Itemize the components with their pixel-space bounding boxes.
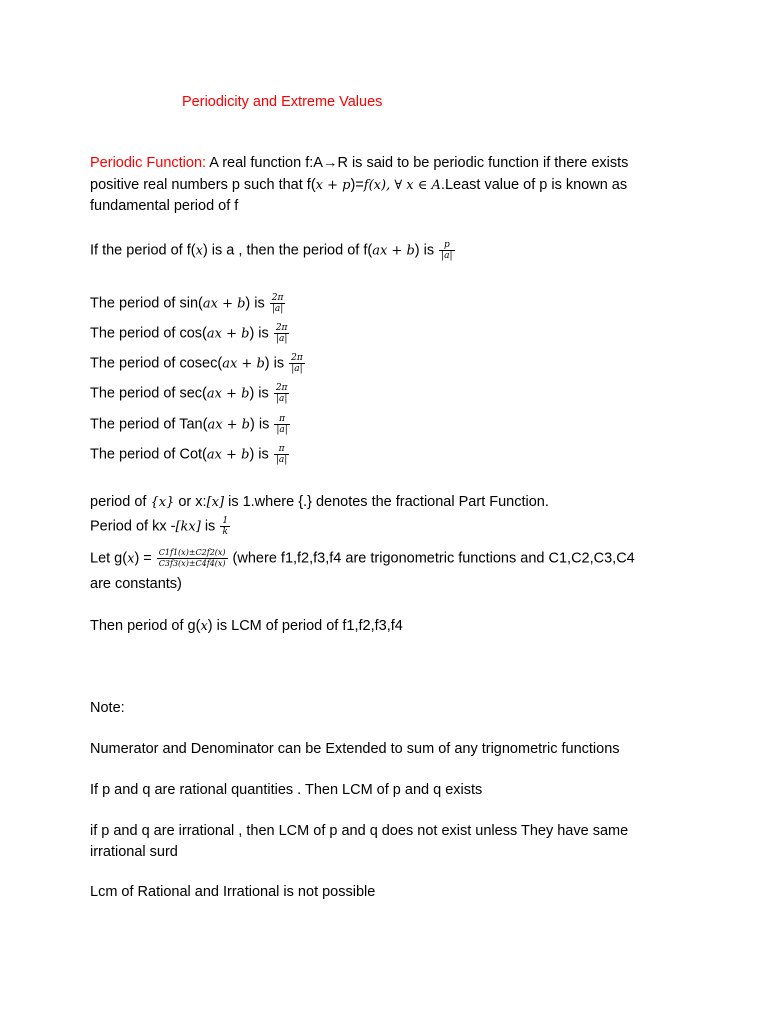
math-expression: ax + b (206, 447, 250, 463)
math-expression: ax + b (206, 326, 250, 342)
text-segment: ) is LCM of period of f1,f2,f3,f4 (207, 618, 403, 634)
function-name: cos( (179, 325, 207, 342)
note-1: Numerator and Denominator can be Extended to sum of any trignometric functions (90, 741, 620, 757)
fraction-denominator: |a| (441, 251, 453, 261)
periodic-definition-line-1 (90, 153, 628, 173)
fraction-numerator: C1f1(x)±C2f2(x) (158, 548, 226, 557)
fraction-numerator: 2π (271, 293, 284, 303)
fraction-denominator: |a| (275, 394, 288, 404)
text-segment: ) is (249, 446, 273, 463)
trig-period-row-cos (90, 323, 290, 344)
math-expression: x (195, 243, 203, 259)
fraction (274, 383, 290, 404)
math-expression: x (200, 619, 208, 634)
text-segment: The period of (90, 325, 180, 342)
fraction-denominator: k (222, 527, 228, 537)
fraction (270, 293, 286, 314)
function-name: sin( (179, 295, 203, 312)
note-heading: Note: (90, 700, 125, 716)
text-segment: ) is (250, 416, 274, 433)
fraction-denominator: |a| (275, 334, 288, 344)
math-expression: [x] (206, 495, 225, 510)
fraction-denominator: |a| (291, 364, 303, 374)
text-segment: .Least value of p is known as (440, 177, 628, 193)
trig-period-row-tan (90, 414, 291, 435)
fraction-numerator: 2π (275, 323, 288, 333)
function-name: Tan( (179, 416, 208, 433)
trig-period-row-cosec (90, 353, 306, 374)
function-name: cosec( (179, 355, 223, 372)
text-segment: The period of (90, 295, 180, 312)
fraction-numerator: p (439, 240, 454, 251)
text-segment: ) is (414, 242, 439, 259)
text-segment: ) is (245, 295, 269, 312)
math-expression: {x} (150, 495, 175, 510)
text-segment: ) = (134, 550, 156, 567)
text-segment: The period of (90, 385, 180, 402)
trig-period-row-sec (90, 383, 290, 404)
periodic-function-term: Periodic Function: (90, 155, 207, 171)
math-expression: ax + b (207, 417, 250, 433)
math-expression: ax + b (202, 296, 246, 312)
math-expression: ax + b (206, 386, 250, 402)
math-expression: x (127, 551, 135, 567)
note-3-line-1: if p and q are irrational , then LCM of p and q does not exist unless They have same (90, 823, 629, 839)
math-expression: [kx] (175, 519, 201, 535)
function-name: sec( (179, 385, 207, 402)
fraction-numerator: 1 (222, 516, 229, 526)
text-segment: Let g( (90, 550, 128, 567)
text-segment: ) is (249, 385, 273, 402)
trig-period-row-cot (90, 444, 290, 465)
text-segment: The period of (90, 416, 180, 433)
text-segment: or x: (174, 494, 207, 510)
text-segment: )= (350, 177, 364, 193)
text-segment: Period of (90, 518, 153, 535)
fraction-numerator: π (274, 414, 289, 425)
fraction (289, 353, 305, 374)
text-segment: ) is (249, 325, 273, 342)
fractional-part-period-line (90, 492, 549, 513)
fraction-numerator: 2π (291, 353, 303, 363)
fraction (157, 548, 228, 569)
g-definition-line-2: are constants) (90, 576, 182, 592)
fraction-numerator: 2π (275, 383, 288, 393)
kx-period-line (90, 516, 231, 537)
fraction (274, 323, 290, 344)
function-name: Cot( (179, 446, 207, 463)
math-expression: ax + b (372, 243, 415, 259)
periodic-definition-line-2 (90, 175, 627, 196)
text-segment: (where f1,f2,f3,f4 are trigonometric functions and C1,C2,C3,C4 (228, 550, 635, 567)
text-segment: ) is a , then the period of f( (202, 242, 373, 259)
note-3-line-2: irrational surd (90, 844, 178, 860)
periodic-definition-text-1: A real function f:A→R is said to be periodic function if there exists (206, 155, 629, 171)
note-2: If p and q are rational quantities . Then LCM of p and q exists (90, 782, 483, 798)
fraction (439, 240, 454, 261)
fraction (274, 444, 289, 465)
text-segment: kx (152, 518, 167, 535)
page-title: Periodicity and Extreme Values (182, 94, 383, 110)
text-segment: ) is (264, 355, 289, 372)
text-segment: positive real numbers p such that f( (90, 177, 316, 193)
g-definition-line-1 (90, 548, 635, 569)
text-segment: is 1.where {.} denotes the fractional Part Function. (224, 494, 549, 510)
lcm-period-line (90, 616, 403, 637)
fraction (274, 414, 289, 435)
math-expression: f(x), ∀ x ∈ A (363, 178, 441, 193)
text-segment: is (200, 518, 220, 535)
text-segment: If the period of f( (90, 242, 196, 259)
text-segment: Then period of g( (90, 618, 201, 634)
fraction-denominator: |a| (275, 455, 288, 465)
math-expression: ax + b (222, 356, 265, 372)
fraction-denominator: |a| (276, 425, 288, 435)
fraction (220, 516, 230, 537)
note-4: Lcm of Rational and Irrational is not possible (90, 884, 376, 900)
fraction-denominator: C3f3(x)±C4f4(x) (158, 559, 226, 568)
text-segment: The period of (90, 446, 180, 463)
fraction-numerator: π (274, 444, 289, 455)
periodic-definition-line-3: fundamental period of f (90, 198, 239, 214)
math-expression: x + p (315, 178, 351, 193)
text-segment: - (166, 518, 176, 535)
text-segment: The period of (90, 355, 180, 372)
fraction-denominator: |a| (271, 304, 284, 314)
general-period-rule (90, 240, 456, 261)
text-segment: period of (90, 494, 151, 510)
trig-period-row-sin (90, 293, 286, 314)
